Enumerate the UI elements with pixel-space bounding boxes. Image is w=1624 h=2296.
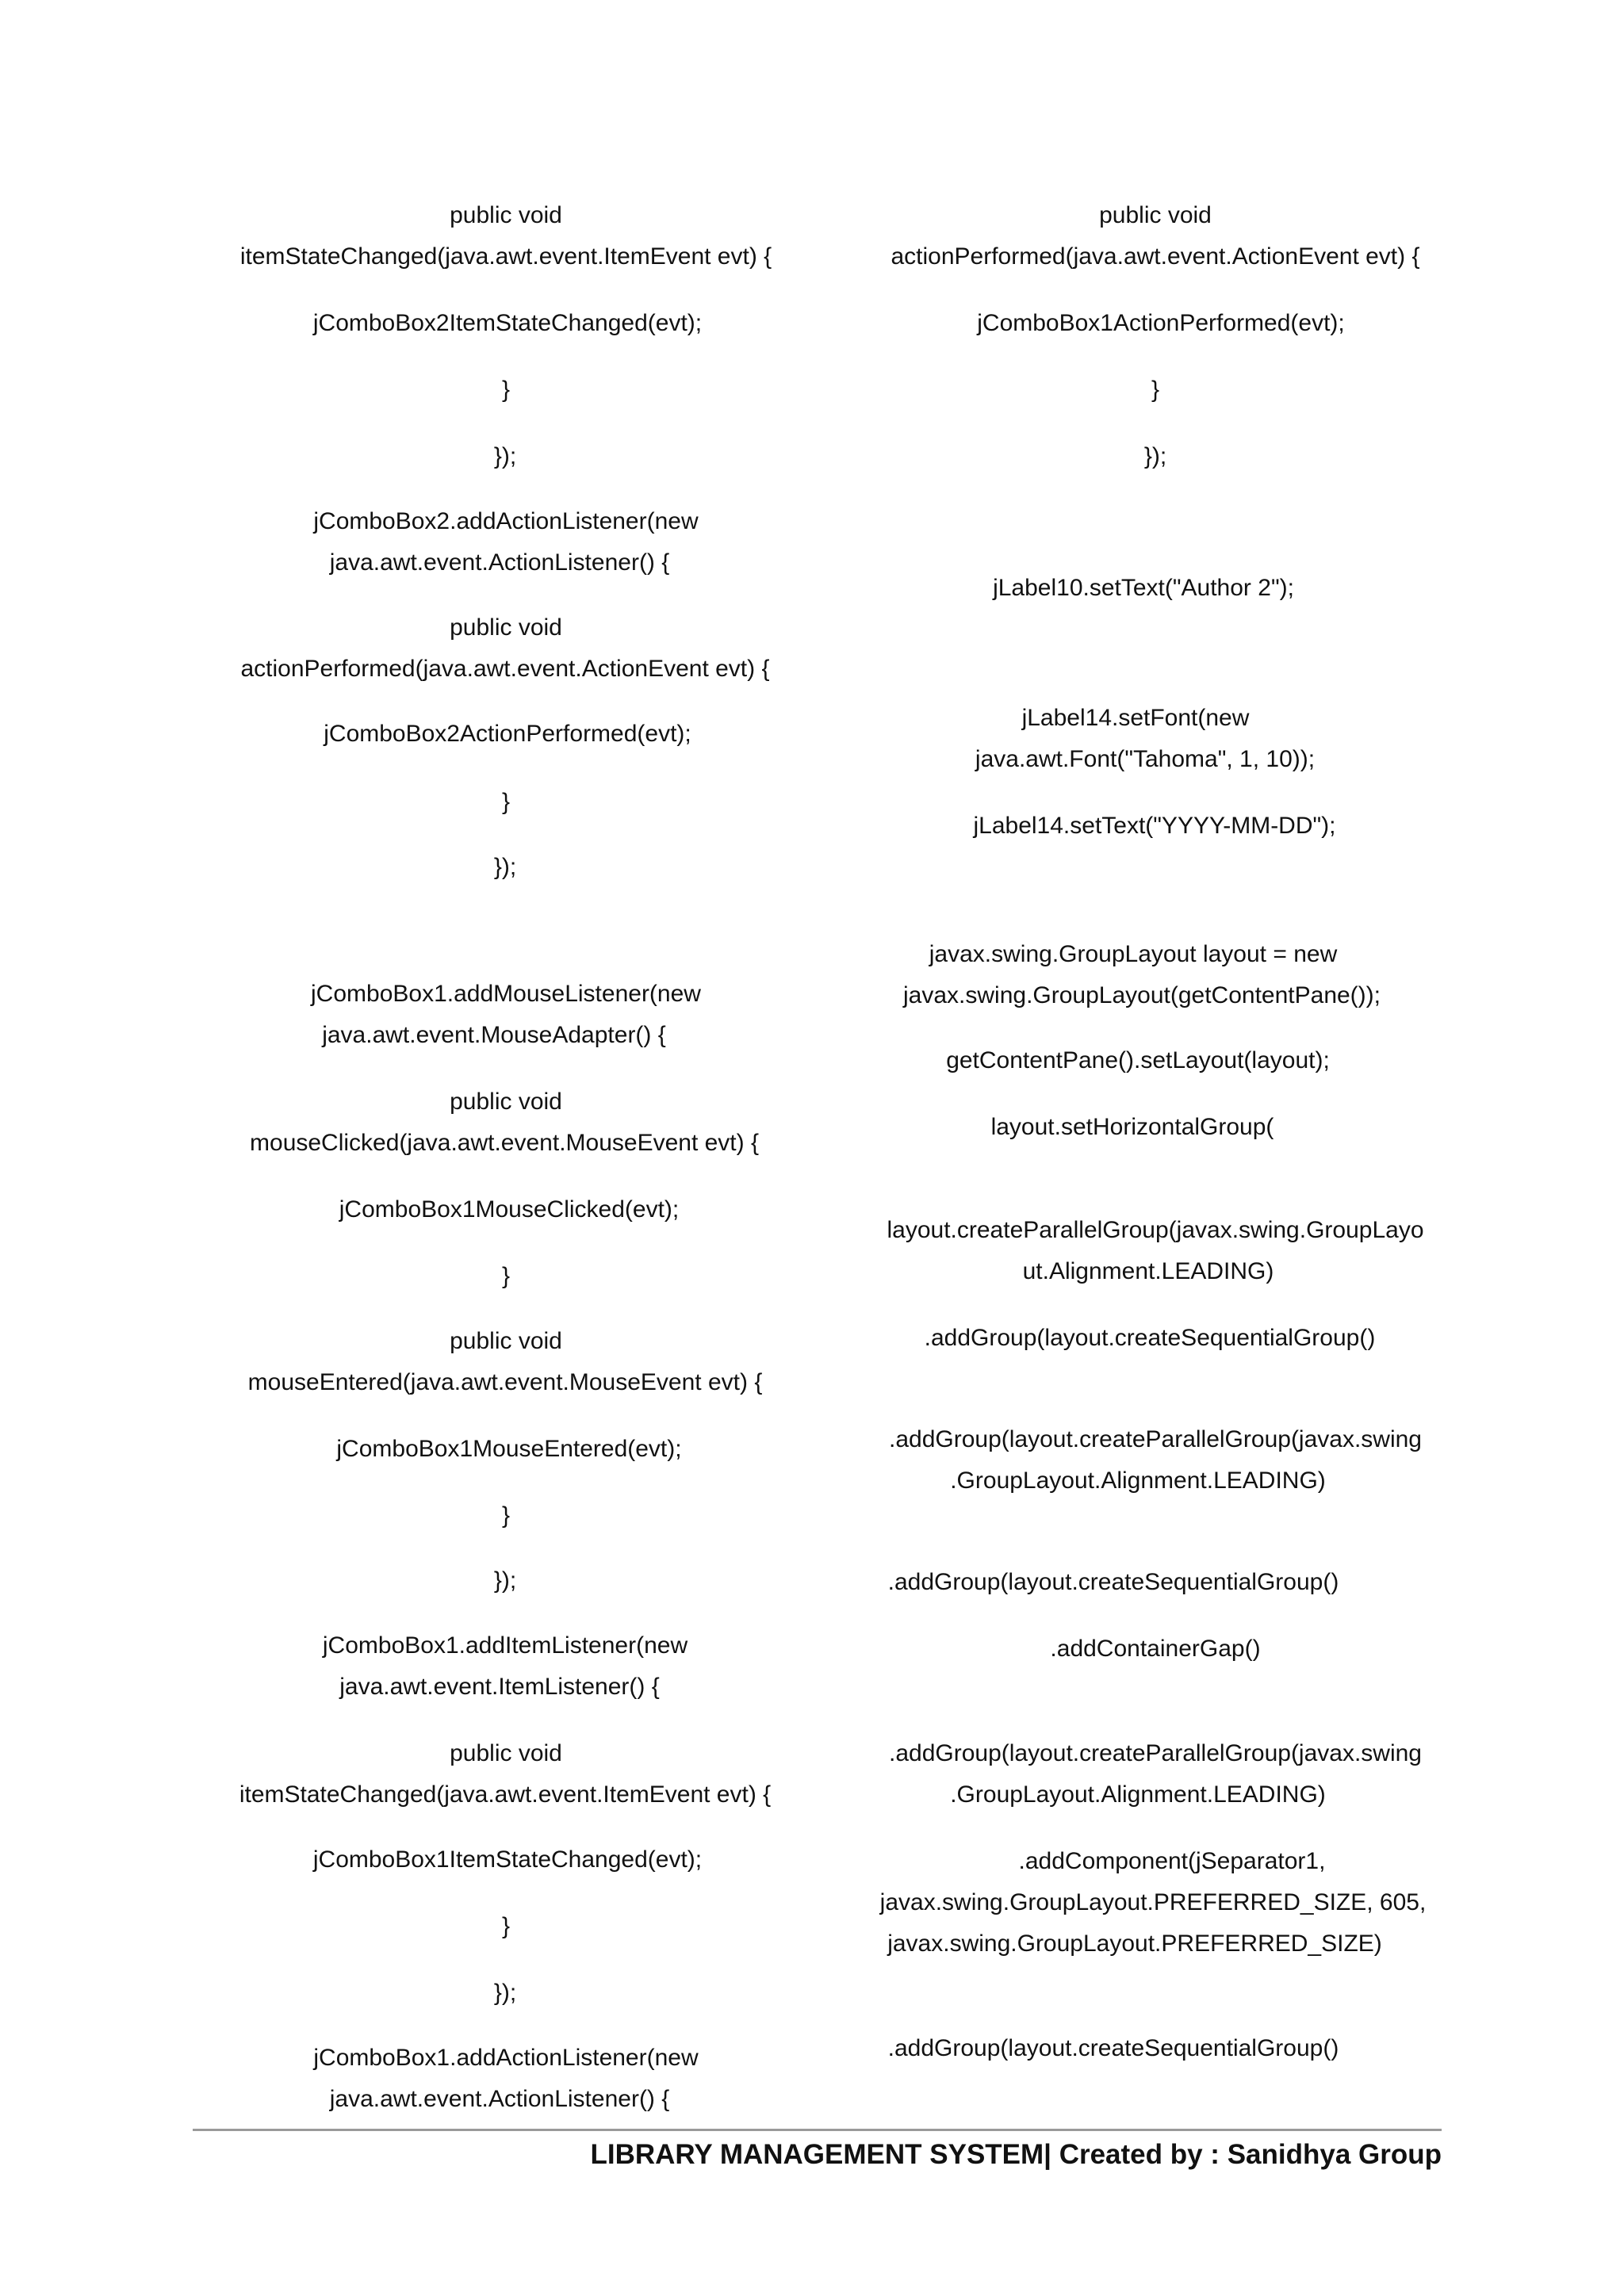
code-line: jComboBox1.addActionListener(new [313, 2045, 699, 2071]
code-line: itemStateChanged(java.awt.event.ItemEvent evt) { [239, 243, 772, 270]
code-line: jComboBox1ItemStateChanged(evt); [312, 1846, 703, 1873]
code-line: public void [450, 1089, 562, 1115]
code-line: jComboBox1.addItemListener(new [322, 1632, 688, 1659]
code-line: .addGroup(layout.createSequentialGroup() [887, 1569, 1339, 1595]
code-line: mouseEntered(java.awt.event.MouseEvent evt) { [247, 1369, 763, 1395]
code-line: .addGroup(layout.createParallelGroup(javax.swing [888, 1740, 1422, 1766]
code-line: jComboBox1MouseEntered(evt); [336, 1436, 682, 1462]
code-line: jComboBox1.addMouseListener(new [311, 981, 701, 1007]
code-line: .GroupLayout.Alignment.LEADING) [950, 1781, 1326, 1808]
code-line: javax.swing.GroupLayout.PREFERRED_SIZE) [887, 1931, 1382, 1957]
code-line: public void [450, 614, 562, 641]
code-line: java.awt.event.MouseAdapter() { [322, 1022, 666, 1048]
code-line: } [501, 377, 511, 403]
code-line: javax.swing.GroupLayout.PREFERRED_SIZE, 605, [879, 1889, 1427, 1915]
code-line: javax.swing.GroupLayout(getContentPane()); [903, 982, 1381, 1008]
code-line: java.awt.Font("Tahoma", 1, 10)); [975, 746, 1316, 772]
code-line: jComboBox2.addActionListener(new [313, 508, 699, 534]
code-line: } [501, 789, 511, 815]
code-line: .addGroup(layout.createSequentialGroup() [924, 1325, 1376, 1351]
code-line: .addComponent(jSeparator1, [1018, 1848, 1326, 1874]
right-code-column [856, 0, 1459, 2141]
code-line: jLabel14.setFont(new [1021, 705, 1250, 731]
code-line: mouseClicked(java.awt.event.MouseEvent evt) { [250, 1130, 759, 1156]
code-line: itemStateChanged(java.awt.event.ItemEvent evt) { [239, 1781, 772, 1808]
code-line: jComboBox1MouseClicked(evt); [339, 1196, 680, 1223]
code-line: } [501, 1502, 511, 1529]
code-line: .addGroup(layout.createSequentialGroup() [887, 2035, 1339, 2061]
code-line: } [1151, 377, 1160, 403]
code-line: jLabel10.setText("Author 2"); [993, 575, 1294, 601]
footer-divider [193, 2129, 1442, 2131]
code-line: public void [450, 1328, 562, 1354]
code-line: }); [493, 1567, 517, 1594]
code-line: public void [1099, 202, 1212, 228]
code-line: ut.Alignment.LEADING) [1022, 1258, 1274, 1284]
code-line: javax.swing.GroupLayout layout = new [929, 941, 1338, 967]
code-line: java.awt.event.ActionListener() { [329, 2086, 670, 2112]
code-line: layout.createParallelGroup(javax.swing.GroupLayo [887, 1217, 1424, 1243]
code-line: }); [493, 1980, 517, 2006]
code-line: public void [450, 1740, 562, 1766]
code-line: .addContainerGap() [1050, 1636, 1261, 1662]
code-line: jComboBox1ActionPerformed(evt); [977, 310, 1345, 336]
code-line: jComboBox2ItemStateChanged(evt); [312, 310, 703, 336]
code-line: getContentPane().setLayout(layout); [946, 1047, 1330, 1073]
code-line: actionPerformed(java.awt.event.ActionEvent evt) { [891, 243, 1420, 270]
code-line: public void [450, 202, 562, 228]
code-line: .addGroup(layout.createParallelGroup(javax.swing [888, 1426, 1422, 1452]
left-code-column [190, 0, 825, 2141]
code-line: }); [493, 443, 517, 469]
code-line: }); [493, 854, 517, 880]
code-line: actionPerformed(java.awt.event.ActionEvent evt) { [240, 656, 770, 682]
code-line: jLabel14.setText("YYYY-MM-DD"); [973, 813, 1336, 839]
code-line: } [501, 1263, 511, 1289]
code-line: .GroupLayout.Alignment.LEADING) [950, 1468, 1326, 1494]
footer-title: LIBRARY MANAGEMENT SYSTEM| Created by : Sanidhya Group [590, 2139, 1442, 2170]
code-line: java.awt.event.ActionListener() { [329, 549, 670, 576]
code-line: }); [1143, 443, 1167, 469]
code-line: layout.setHorizontalGroup( [990, 1114, 1274, 1140]
code-line: } [501, 1913, 511, 1939]
code-line: jComboBox2ActionPerformed(evt); [324, 721, 691, 747]
code-line: java.awt.event.ItemListener() { [339, 1674, 660, 1700]
